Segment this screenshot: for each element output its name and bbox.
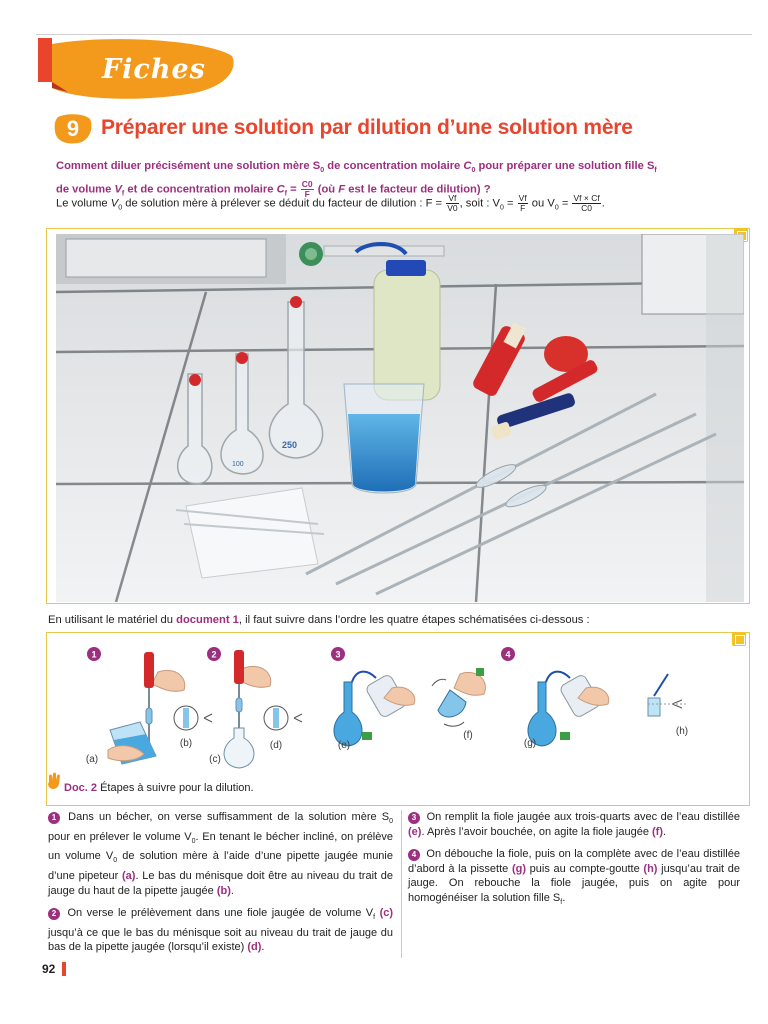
label-h: (h) [675, 726, 689, 737]
step-3-shake-illustration [432, 668, 485, 726]
section-label: Fiches [102, 54, 206, 85]
step-4-text: 4 On débouche la fiole, puis on la complète avec de l’eau distillée d’abord à la pissette (g) puis au compte-goutte (h) jusqu’au trait de jauge. On rebouche la fiole jaugée, puis on agite pour homogénéiser la solution fille $S_f$. [408, 848, 740, 906]
lab-equipment-photo [56, 234, 744, 602]
flask-100-label: 100 [232, 461, 244, 468]
label-c: (c) [209, 754, 221, 765]
step-number-3: 3 [335, 649, 341, 660]
fraction-vfcf-over-c0: $\frac{Vf \times Cf}{C0}$ [573, 193, 600, 213]
question-text: Comment diluer précisément une solution mère $S_0$ de concentration molaire $C_0$ pour préparer une solution fille $S_f$ de volume $V_f$ et de concentration molaire $C_f$ = $\frac{C0}{F}$ (où F est le facteur de dilution) ? [56, 160, 657, 200]
document-2-caption: Doc. 2 Étapes à suivre pour la dilution. [64, 782, 254, 794]
page-number-bar [62, 962, 66, 976]
step-2-illustration [224, 650, 302, 768]
flask-250-label: 250 [282, 440, 298, 450]
label-g: (g) [523, 738, 537, 749]
label-b: (b) [179, 738, 193, 749]
step-1-text: 1 Dans un bécher, on verse suffisamment de la solution mère $S_0$ pour en prélever le volume $V_0$. En tenant le bécher incliné, on prélève un volume $V_0$ de solution mère à l’aide d’une pipette jaugée munie d’une pipeteur (a). Le bas du ménisque doit être au niveau du trait de jauge du haut de la pipette jaugée (b). [48, 811, 393, 897]
step-4-illustration [528, 672, 609, 746]
page-title: Préparer une solution par dilution d’une solution mère [101, 116, 633, 139]
label-f: (f) [463, 730, 473, 741]
sheet-number: 9 [66, 116, 80, 141]
column-divider [401, 810, 402, 958]
page-number: 92 [42, 962, 56, 976]
instructions-left-column [48, 810, 393, 963]
step-1-illustration [108, 652, 212, 764]
dilution-steps-diagram [48, 638, 748, 778]
top-rule [36, 34, 752, 35]
step-number-2: 2 [211, 649, 217, 660]
step-4-dropper-illustration [648, 674, 688, 716]
step-number-1: 1 [91, 649, 97, 660]
fraction-vf-over-f: $\frac{Vf}{F}$ [518, 193, 527, 213]
label-a: (a) [85, 754, 99, 765]
step-3-text: 3 On remplit la fiole jaugée aux trois-quarts avec de l’eau distillée (e). Après l’avoir bouchée, on agite la fiole jaugée (f). [408, 811, 740, 838]
step-2-text: 2 On verse le prélèvement dans une fiole jaugée de volume $V_f$ (c) jusqu’à ce que le bas du ménisque soit au niveau du trait de jauge du bas de la pipette jaugée (lorsqu’il existe) (d). [48, 907, 394, 954]
fraction-c0-over-f: $\frac{C0}{F}$ [301, 179, 313, 200]
instructions-right-column [408, 810, 740, 918]
step-3-illustration [334, 672, 415, 746]
step-number-4: 4 [505, 649, 511, 660]
steps-intro: En utilisant le matériel du document 1, il faut suivre dans l’ordre les quatre étapes schématisées ci-dessous : [48, 614, 590, 626]
label-d: (d) [269, 740, 283, 751]
label-e: (e) [337, 740, 351, 751]
formula-line: Le volume $V_0$ de solution mère à prélever se déduit du facteur de dilution : F = $\frac{Vf}{V0}$ , soit : $V_0$ = $\frac{Vf}{F}$ ou $V_0$ = $\frac{Vf \times Cf}{C0}$ . [56, 193, 605, 213]
fraction-vf-over-v0: $\frac{Vf}{V0}$ [447, 193, 458, 213]
